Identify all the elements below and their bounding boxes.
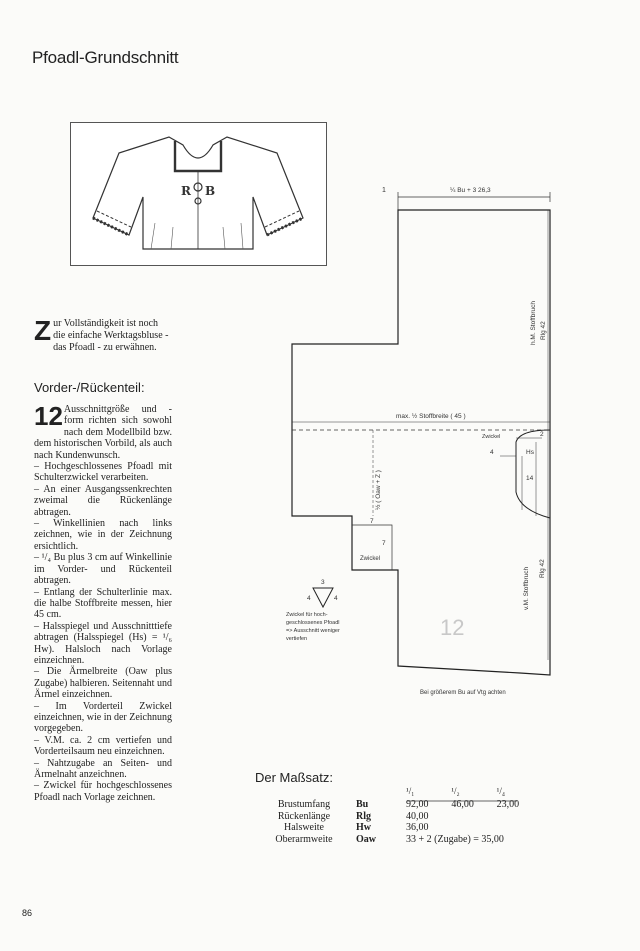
neckline-curve: [516, 430, 550, 518]
table-row: Halsweite Hw 36,00: [284, 822, 429, 833]
step-line: – V.M. ca. 2 cm vertiefen und Vorderteilsaum neu einzeichnen.: [34, 734, 172, 758]
fraction-header: ¹/₂: [451, 786, 460, 797]
neck-dim-4: 4: [490, 449, 494, 456]
back-length-label: Rlg 42: [540, 321, 547, 340]
neck-hs-label: Hs: [526, 449, 534, 456]
fraction-header: ¹/₄: [496, 786, 505, 797]
step-line: – Im Vorderteil Zwickel einzeichnen, wie in der Zeichnung vorgegeben.: [34, 700, 172, 735]
top-left-mark: 1: [382, 187, 386, 194]
intro-paragraph: [34, 315, 170, 354]
sleeve-width-label: ½ ( Oaw + Z ): [375, 470, 382, 510]
table-row: Rückenlänge Rlg 40,00: [277, 810, 429, 822]
step-line: – Die Ärmelbreite (Oaw plus Zugabe) halbieren. Seitennaht und Ärmel einzeichnen.: [34, 666, 172, 701]
neck-dim-14: 14: [526, 475, 534, 482]
gusset-dim-top: 7: [370, 518, 374, 525]
pattern-drawing: [270, 180, 640, 710]
step-instructions: [34, 401, 172, 803]
hem-note: Bei größerem Bu auf Vtg achten: [420, 690, 506, 696]
svg-text:R: R: [181, 184, 191, 198]
front-fold-label: v.M. Stoffbruch: [523, 566, 530, 610]
section-heading: Vorder-/Rückenteil:: [34, 380, 145, 395]
neck-zwickel-label: Zwickel: [482, 434, 501, 440]
step-line: – Hochgeschlossenes Pfoadl mit Schulterzwickel verarbeiten.: [34, 461, 172, 484]
table-row: Oberarmweite Oaw 33 + 2 (Zugabe) = 35,00: [275, 833, 504, 845]
front-length-label: Rlg 42: [539, 559, 546, 578]
gusset-dim: 4: [334, 595, 338, 602]
neck-dim-2: 2: [540, 431, 544, 438]
gusset-dim: 3: [321, 579, 325, 586]
pattern-outline: [292, 210, 550, 675]
intro-dropcap: Z: [34, 315, 52, 346]
step-line: – Halsspiegel und Ausschnitttiefe abtragen (Halsspiegel (Hs) = ¹/₆ Hw). Halsloch nach Vorlage einzeichnen.: [34, 620, 172, 666]
fraction-underline: [407, 800, 517, 802]
gusset-triangle: [313, 588, 333, 607]
step-line: – Winkellinien nach links zeichnen, wie in der Zeichnung ersichtlich.: [34, 518, 172, 552]
step-line: – Entlang der Schulterlinie max. die halbe Stoffbreite messen, hier 45 cm.: [34, 586, 172, 621]
piece-number: 12: [440, 615, 465, 640]
gusset-dim: 4: [307, 595, 311, 602]
step-line: – Nahtzugabe an Seiten- und Ärmelnaht anzeichnen.: [34, 757, 172, 780]
step-line: Ausschnittgröße und -form richten sich sowohl nach dem Modellbild bzw. dem historischen Vorbild, als auch nach Kundenwunsch.: [34, 404, 172, 461]
shoulder-label: max. ½ Stoffbreite ( 45 ): [396, 413, 466, 420]
fraction-header: ¹/₁: [406, 786, 415, 797]
step-line: – ¹/₄ Bu plus 3 cm auf Winkellinie im Vorder- und Rückenteil abtragen.: [34, 552, 172, 587]
top-measure-label: ¼ Bu + 3 26,3: [450, 187, 491, 194]
step-line: – Zwickel für hochgeschlossenes Pfoadl nach Vorlage zeichnen.: [34, 780, 172, 803]
page-number: 86: [22, 908, 33, 918]
back-fold-label: h.M. Stoffbruch: [530, 301, 537, 345]
step-number: 12: [34, 401, 63, 431]
intro-text: ur Vollständigkeit ist noch die einfache Werktagsbluse - das Pfoadl - zu erwähnen.: [53, 318, 169, 353]
svg-text:B: B: [205, 184, 216, 198]
gusset-inner-label: Zwickel: [360, 556, 381, 562]
gusset-note: Zwickel für hoch- geschlossenes Pfoadl => Ausschnitt weniger vertiefen: [286, 612, 340, 642]
table-row: Brustumfang Bu 92,00 46,00 23,00: [277, 799, 520, 810]
step-line: – An einer Ausgangssenkrechten zweimal die Rückenlänge abtragen.: [34, 483, 172, 518]
measurement-title: Der Maßsatz:: [255, 770, 334, 785]
gusset-dim-side: 7: [382, 540, 386, 547]
measurement-table: [252, 785, 542, 845]
page-title: Pfoadl-Grundschnitt: [32, 48, 179, 67]
